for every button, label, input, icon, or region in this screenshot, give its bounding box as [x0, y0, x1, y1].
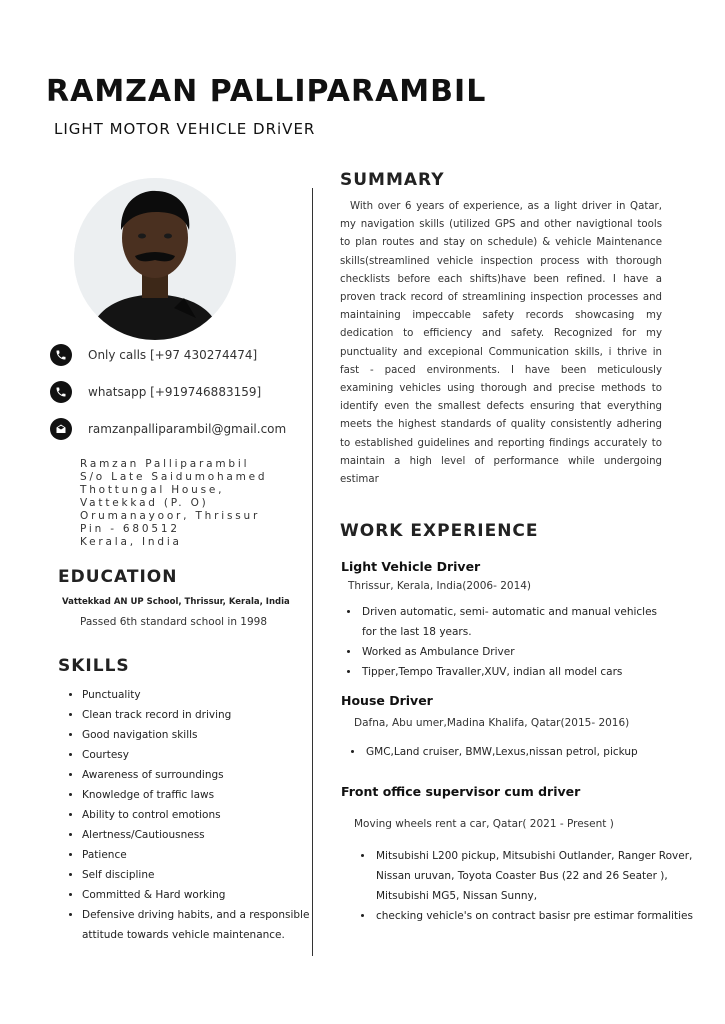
profile-photo: [74, 178, 236, 340]
education-heading: EDUCATION: [58, 567, 178, 587]
job-title: Light Vehicle Driver: [341, 559, 481, 574]
job-title: House Driver: [341, 693, 433, 708]
skill-item: • Good navigation skills: [82, 725, 328, 745]
summary-text: With over 6 years of experience, as a light driver in Qatar, my navigation skills (utilized GPS and other navigtional tools to plan routes and stay on schedule) & vehicle Maintenance skills(streamlined vehicle inspection process with thorough checklists before each shifts)have been refined. I have a proven track record of streamlining inspection processes and maintaining impeccable safety records showcasing my dedication to efficiency and safety. Recognized for my punctuality and excepional Communication skills, i thrive in fast - paced environments. I have been meticulously examining vehicles using thorough and precise methods to identify even the smallest defects ensuring that everything meets the highest standards of quality consistently adhering to established guidelines and reporting findings accurately to maintain a high level of performance while undergoing estimar: [340, 201, 662, 486]
job-location: Dafna, Abu umer,Madina Khalifa, Qatar(2015- 2016): [354, 717, 630, 729]
skill-item: • Ability to control emotions: [82, 805, 328, 825]
job-bullet: • Mitsubishi L200 pickup, Mitsubishi Outlander, Ranger Rover, Nissan uruvan, Toyota Coaster Bus (22 and 26 Seater ), Mitsubishi MG5, Nissan Sunny,: [374, 846, 694, 906]
job-title: Front office supervisor cum driver: [341, 784, 581, 799]
job-bullet: • Tipper,Tempo Travaller,XUV, indian all model cars: [360, 662, 660, 682]
job-role-title: LIGHT MOTOR VEHICLE DRiVER: [54, 120, 316, 138]
skill-item: • Awareness of surroundings: [82, 765, 328, 785]
phone-icon: [50, 381, 72, 403]
candidate-name: RAMZAN PALLIPARAMBIL: [46, 74, 487, 109]
summary-heading: SUMMARY: [340, 170, 445, 190]
email-text: ramzanpalliparambil@gmail.com: [88, 422, 287, 436]
envelope-icon: [50, 418, 72, 440]
job-bullet: • checking vehicle's on contract basisr pre estimar formalities: [374, 906, 694, 926]
phone-contact[interactable]: [50, 344, 257, 366]
education-school: Vattekkad AN UP School, Thrissur, Kerala, India: [62, 597, 290, 607]
job-bullets: [346, 742, 684, 762]
skill-item: • Committed & Hard working: [82, 885, 328, 905]
skill-item: • Courtesy: [82, 745, 328, 765]
skills-heading: SKILLS: [58, 656, 130, 676]
education-detail: Passed 6th standard school in 1998: [80, 616, 268, 628]
whatsapp-contact[interactable]: [50, 381, 261, 403]
job-bullet: • Worked as Ambulance Driver: [360, 642, 660, 662]
phone-icon: [50, 344, 72, 366]
skill-item: • Self discipline: [82, 865, 328, 885]
work-experience-heading: WORK EXPERIENCE: [340, 521, 539, 541]
skill-item: • Clean track record in driving: [82, 705, 328, 725]
job-bullet: • GMC,Land cruiser, BMW,Lexus,nissan petrol, pickup: [364, 742, 684, 762]
job-location: Moving wheels rent a car, Qatar( 2021 - Present ): [354, 818, 614, 830]
whatsapp-text: whatsapp [+919746883159]: [88, 385, 262, 399]
skill-item: • Knowledge of traffic laws: [82, 785, 328, 805]
skill-item: • Punctuality: [82, 685, 328, 705]
email-contact[interactable]: [50, 418, 286, 440]
phone-text: Only calls [+97 430274474]: [88, 348, 258, 362]
skills-list: [62, 685, 328, 945]
job-location: Thrissur, Kerala, India(2006- 2014): [348, 580, 532, 592]
job-bullets: [356, 846, 694, 926]
postal-address: Ramzan Palliparambil S/o Late Saidumohamed Thottungal House, Vattekkad (P. O) Orumanayoor, Thrissur Pin - 680512 Kerala, India: [80, 458, 268, 548]
job-bullet: • Driven automatic, semi- automatic and manual vehicles for the last 18 years.: [360, 602, 660, 642]
skill-item: • Alertness/Cautiousness: [82, 825, 328, 845]
skill-item: • Patience: [82, 845, 328, 865]
skill-item: • Defensive driving habits, and a responsible attitude towards vehicle maintenance.: [82, 905, 328, 945]
job-bullets: [342, 602, 660, 682]
